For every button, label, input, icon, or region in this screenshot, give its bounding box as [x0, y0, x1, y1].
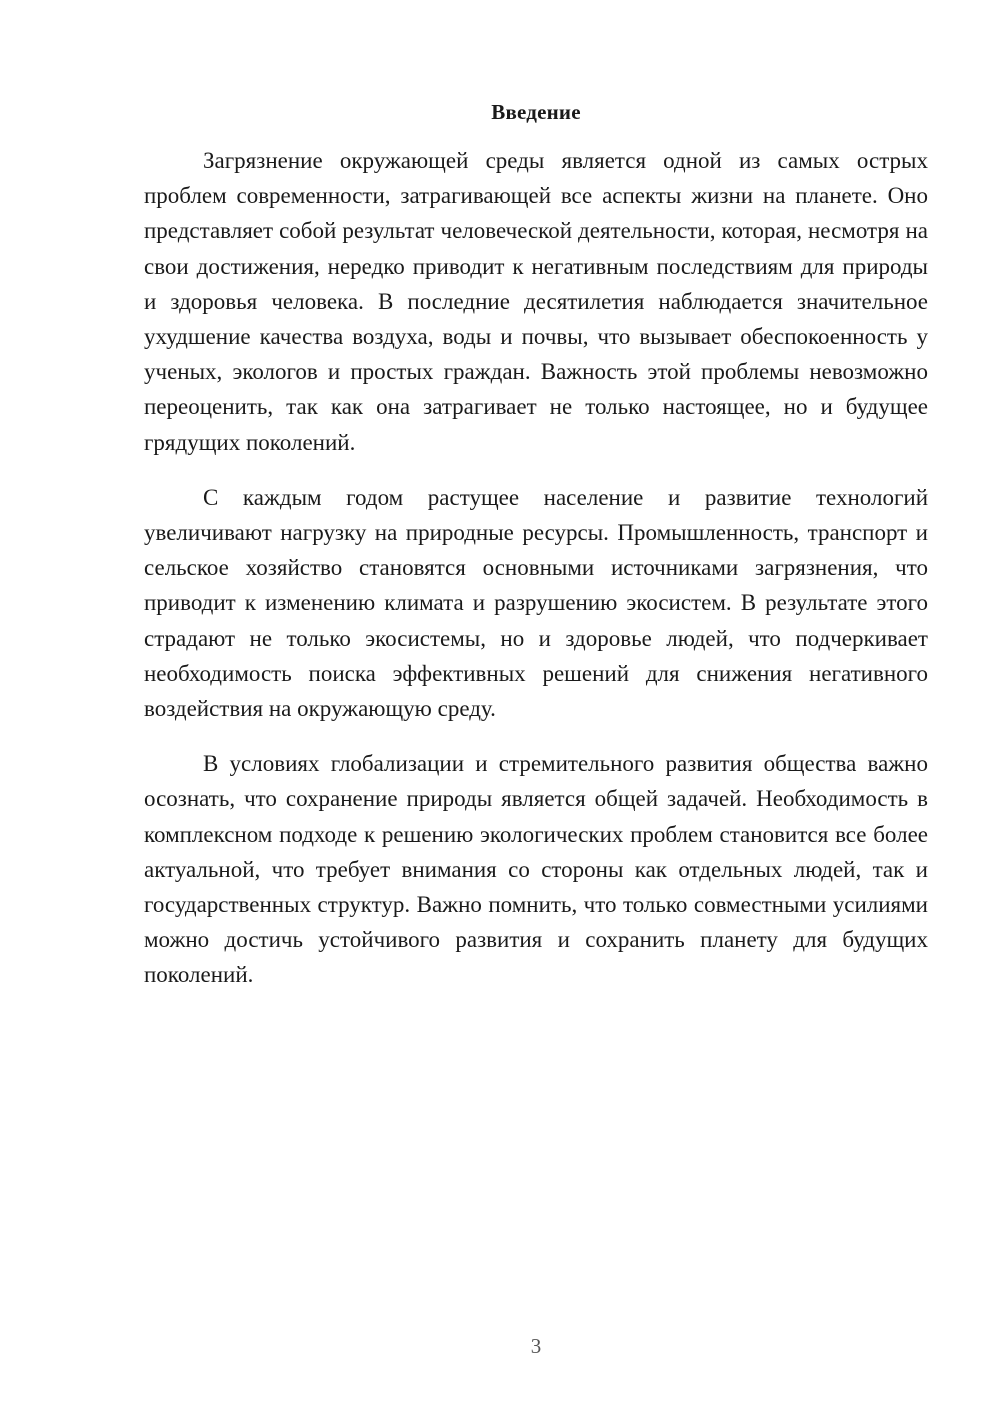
paragraph-2: С каждым годом растущее население и развитие технологий увеличивают нагрузку на природные ресурсы. Промышленность, транспорт и сельское хозяйство становятся основными источниками загрязнения, что приводит к изменению климата и разрушению экосистем. В результате этого страдают не только экосистемы, но и здоровье людей, что подчеркивает необходимость поиска эффективных решений для снижения негативного воздействия на окружающую среду. [144, 484, 928, 722]
page-title: Введение [491, 100, 581, 124]
paragraph-3: В условиях глобализации и стремительного развития общества важно осознать, что сохранение природы является общей задачей. Необходимость в комплексном подходе к решению экологических проблем становится все более актуальной, что требует внимания со стороны как отдельных людей, так и государственных структур. Важно помнить, что только совместными усилиями можно достичь устойчивого развития и сохранить планету для будущих поколений. [144, 751, 928, 988]
paragraph-1: Загрязнение окружающей среды является одной из самых острых проблем современности, затрагивающей все аспекты жизни на планете. Оно представляет собой результат человеческой деятельности, которая, несмотря на свои достижения, нередко приводит к негативным последствиям для природы и здоровья человека. В последние десятилетия наблюдается значительное ухудшение качества воздуха, воды и почвы, что вызывает обеспокоенность у ученых, экологов и простых граждан. Важность этой проблемы невозможно переоценить, так как она затрагивает не только настоящее, но и будущее грядущих поколений. [144, 148, 928, 455]
document-body [144, 143, 928, 993]
page-number: 3 [530, 1334, 542, 1358]
